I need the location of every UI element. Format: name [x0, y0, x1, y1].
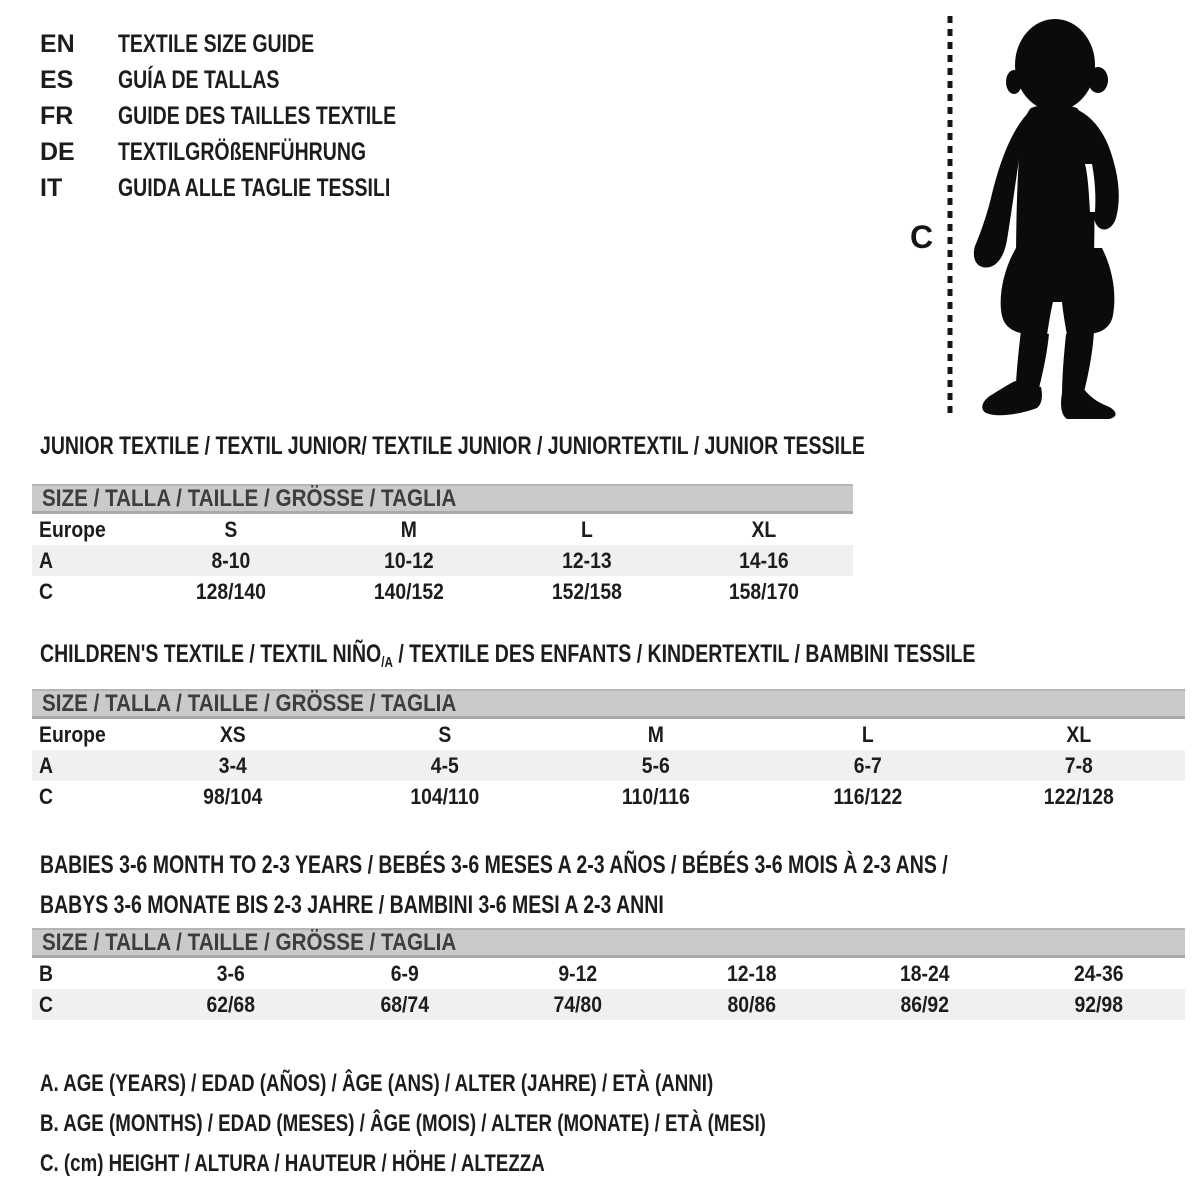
babies-title-line1: BABIES 3-6 MONTH TO 2-3 YEARS / BEBÉS 3-6 MESES A 2-3 AÑOS / BÉBÉS 3-6 MOIS À 2-3 ANS / [40, 851, 948, 879]
height-cell: 152/158 [551, 578, 622, 604]
height-cell: 104/110 [409, 783, 479, 809]
language-row-en [40, 26, 475, 62]
month-cell: 3-6 [216, 960, 245, 986]
language-code: FR [40, 101, 74, 130]
age-cell: 3-4 [218, 752, 247, 778]
height-cell: 86/92 [900, 991, 949, 1017]
legend-age-years: A. AGE (YEARS) / EDAD (AÑOS) / ÂGE (ANS) / ALTER (JAHRE) / ETÀ (ANNI) [40, 1070, 714, 1097]
age-cell: 10-12 [383, 547, 434, 573]
month-cell: 6-9 [390, 960, 419, 986]
height-cell: 92/98 [1074, 991, 1123, 1017]
table-row-months [32, 958, 1185, 989]
language-title-list [40, 26, 475, 206]
height-cell: 158/170 [729, 578, 800, 604]
guide-title-fr: GUIDE DES TAILLES TEXTILE [118, 101, 397, 130]
size-cell: XL [1066, 721, 1092, 747]
row-label: Europe [39, 516, 106, 542]
table-row-age [32, 750, 1185, 781]
table-row-height [32, 781, 1185, 812]
size-header-bar [32, 689, 1185, 719]
legend-block [40, 1064, 971, 1184]
legend-age-months: B. AGE (MONTHS) / EDAD (MESES) / ÂGE (MOIS) / ALTER (MONATE) / ETÀ (MESI) [40, 1110, 766, 1137]
height-cell: 68/74 [380, 991, 429, 1017]
children-section-title: CHILDREN'S TEXTILE / TEXTIL $NIÑO_{/A}$ / TEXTILE DES ENFANTS / KINDERTEXTIL / BAMBINI TESSILE [40, 640, 976, 671]
height-cell: 116/122 [833, 783, 903, 809]
guide-title-de: TEXTILGRÖßENFÜHRUNG [118, 137, 367, 166]
height-cell: 122/128 [1044, 783, 1115, 809]
size-header-label: SIZE / TALLA / TAILLE / GRÖSSE / TAGLIA [42, 928, 457, 956]
height-cell: 110/116 [622, 783, 690, 809]
row-label: A [39, 547, 54, 573]
row-label: Europe [39, 721, 106, 747]
row-label: C [39, 991, 54, 1017]
height-cell: 74/80 [553, 991, 602, 1017]
month-cell: 18-24 [899, 960, 950, 986]
guide-title-es: GUÍA DE TALLAS [118, 65, 280, 94]
guide-title-en: TEXTILE SIZE GUIDE [118, 29, 315, 58]
table-row-height [32, 989, 1185, 1020]
junior-size-table [32, 484, 853, 607]
size-cell: L [861, 721, 874, 747]
age-cell: 6-7 [853, 752, 882, 778]
table-row-europe [32, 719, 1185, 750]
language-code: ES [40, 65, 74, 94]
size-header-bar [32, 928, 1185, 958]
size-cell: S [437, 721, 451, 747]
age-cell: 12-13 [561, 547, 612, 573]
guide-title-it: GUIDA ALLE TAGLIE TESSILI [118, 173, 391, 202]
junior-section-title: JUNIOR TEXTILE / TEXTIL JUNIOR/ TEXTILE JUNIOR / JUNIORTEXTIL / JUNIOR TESSILE [40, 432, 865, 460]
height-cell: 62/68 [206, 991, 255, 1017]
language-code: IT [40, 173, 63, 202]
language-code: DE [40, 137, 75, 166]
size-header-label: SIZE / TALLA / TAILLE / GRÖSSE / TAGLIA [42, 689, 457, 717]
table-row-age [32, 545, 853, 576]
height-cell: 80/86 [727, 991, 776, 1017]
nino-a-subscript: /A [381, 654, 393, 671]
children-size-table [32, 689, 1185, 812]
row-label: B [39, 960, 54, 986]
toddler-silhouette-icon [974, 19, 1119, 419]
age-cell: 8-10 [211, 547, 251, 573]
table-row-europe [32, 514, 853, 545]
height-measure-label: C [910, 219, 934, 255]
size-cell: M [647, 721, 665, 747]
babies-title-line2: BABYS 3-6 MONATE BIS 2-3 JAHRE / BAMBINI 3-6 MESI A 2-3 ANNI [40, 891, 664, 919]
row-label: C [39, 578, 54, 604]
size-cell: XL [751, 516, 777, 542]
size-header-label: SIZE / TALLA / TAILLE / GRÖSSE / TAGLIA [42, 484, 457, 512]
size-cell: S [224, 516, 238, 542]
language-row-it [40, 170, 475, 206]
row-label: A [39, 752, 54, 778]
legend-height-cm: C. (cm) HEIGHT / ALTURA / HAUTEUR / HÖHE / ALTEZZA [40, 1150, 545, 1177]
size-header-bar [32, 484, 853, 514]
height-cell: 98/104 [203, 783, 263, 809]
height-cell: 128/140 [195, 578, 266, 604]
row-label: C [39, 783, 54, 809]
age-cell: 14-16 [739, 547, 789, 573]
language-row-de [40, 134, 475, 170]
child-height-figure [893, 8, 1145, 420]
babies-section-title [40, 845, 1200, 925]
month-cell: 9-12 [558, 960, 598, 986]
month-cell: 12-18 [726, 960, 777, 986]
height-cell: 140/152 [373, 578, 444, 604]
table-row-height [32, 576, 853, 607]
age-cell: 7-8 [1065, 752, 1094, 778]
month-cell: 24-36 [1073, 960, 1124, 986]
size-cell: M [400, 516, 417, 542]
language-row-fr [40, 98, 475, 134]
size-cell: L [580, 516, 593, 542]
age-cell: 5-6 [641, 752, 670, 778]
babies-size-table [32, 928, 1185, 1020]
language-code: EN [40, 29, 75, 58]
age-cell: 4-5 [430, 752, 459, 778]
size-cell: XS [219, 721, 246, 747]
language-row-es [40, 62, 475, 98]
